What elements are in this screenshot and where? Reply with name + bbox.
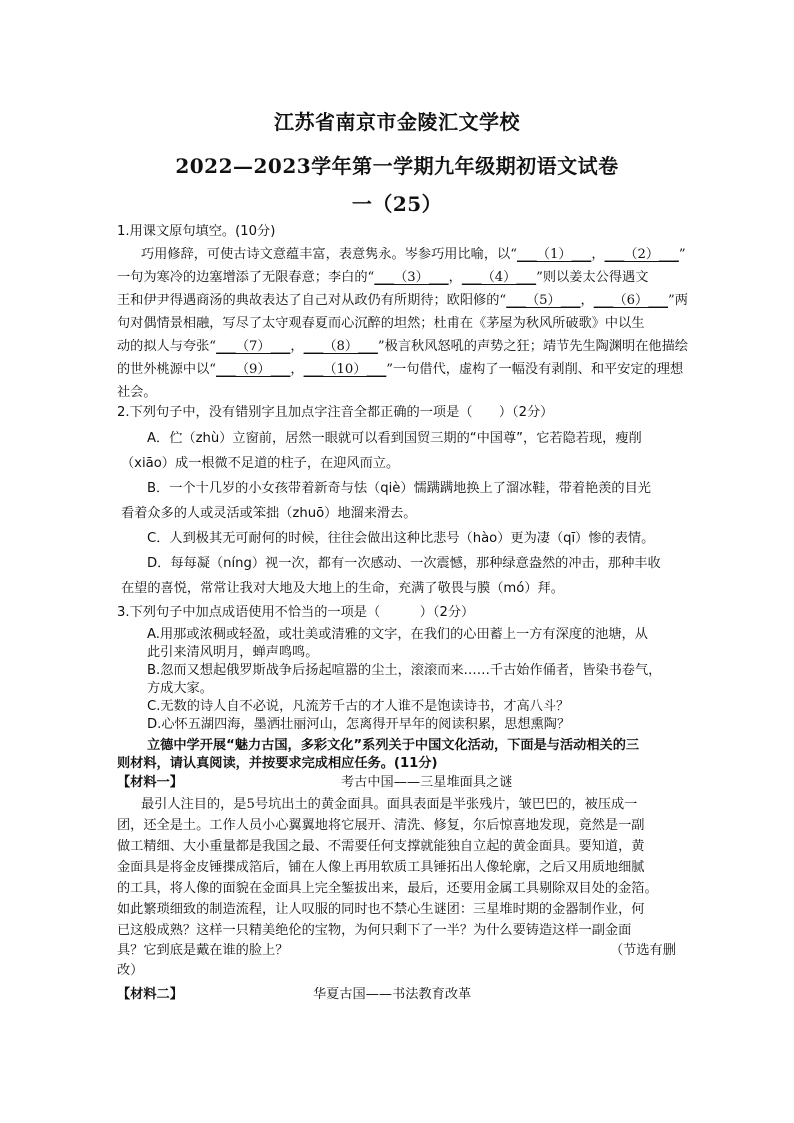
q3-heading: 3.下列句子中加点成语使用不恰当的一项是（ ）（2分） [117, 605, 475, 620]
q1-text-segment: ”则以姜太公得遇文 [536, 270, 649, 285]
q3-option-line: A.用那或浓稠或轻盈，或壮美或清雅的文字，在我们的心田蓄上一方有深度的池塘，从 [147, 627, 648, 642]
q1-line [117, 315, 645, 333]
answer-blank[interactable]: ___（6）___ [593, 293, 669, 308]
q1-text-segment: ”两 [668, 293, 688, 308]
q1-line [117, 384, 157, 402]
material-1-title: 考古中国——三星堆面具之谜 [341, 775, 513, 790]
material-1-line: 团，还全是土。工作人员小心翼翼地将它展开、清洗、修复，尔后惊喜地发现，竟然是一副 [117, 818, 645, 833]
q2-option-line: 看着众多的人或灵活或笨拙（zhuō）地溜来滑去。 [121, 506, 417, 521]
q1-heading: 1.用课文原句填空。(10分) [117, 224, 276, 239]
q3-option-line: B.忽而又想起俄罗斯战争后扬起喧嚣的尘土，滚滚而来……千古始作俑者，皆染书卷气， [147, 663, 662, 678]
q2-heading: 2.下列句子中，没有错别字且加点字注音全都正确的一项是（ ）（2分） [117, 405, 554, 420]
answer-blank[interactable]: ___（7）___ [216, 339, 291, 354]
material-1-note: （节选有删 [610, 943, 676, 958]
answer-blank[interactable]: ___（9）___ [216, 362, 291, 377]
q1-text-segment: ” [678, 247, 686, 262]
material-1-note-cont: 改） [117, 963, 144, 978]
answer-blank[interactable]: ___（1）___ [517, 247, 592, 262]
q1-text-segment: ， [290, 339, 304, 354]
q1-text-segment: 动的拟人与夸张“ [117, 339, 217, 354]
material-1-line: 具？它到底是戴在谁的脸上？ [117, 943, 289, 958]
q1-line [117, 269, 648, 287]
q1-text-segment: ， [580, 293, 594, 308]
q2-option-line: A．伫（zhù）立窗前，居然一眼就可以看到国贸三期的“中国尊”，它若隐若现，瘦削 [147, 431, 642, 446]
school-title: 江苏省南京市金陵汇文学校 [274, 110, 520, 134]
answer-blank[interactable]: ___（10）___ [303, 362, 387, 377]
material-2-label: 【材料二】 [117, 987, 183, 1002]
q1-text-segment: ， [290, 362, 304, 377]
answer-blank[interactable]: ___（5）___ [506, 293, 581, 308]
material-2-title: 华夏古国——书法教育改革 [313, 987, 472, 1002]
q2-option-line: （xiāo）成一根微不足道的柱子，在迎风而立。 [121, 456, 400, 471]
q1-text-segment: 社会。 [117, 385, 157, 400]
material-1-line: 已这般成熟？这样一只精美绝伦的宝物，为何只剩下了一半？为什么要铸造这样一副金面 [117, 923, 632, 938]
q1-text-segment: 王和伊尹得遇商汤的典故表达了自己对从政仍有所期待；欧阳修的“ [117, 293, 507, 308]
answer-blank[interactable]: ___（2）___ [604, 247, 679, 262]
answer-blank[interactable]: ___（4）___ [461, 270, 537, 285]
q3-option-line: 此引来清风明月，蝉声鸣鸣。 [147, 645, 319, 660]
q1-line [141, 246, 686, 264]
q1-text-segment: 巧用修辞，可使古诗文意蕴丰富，表意隽永。岑参巧用比喻，以“ [141, 247, 517, 262]
material-1-line: 最引人注目的，是5号坑出土的黄金面具。面具表面是半张残片，皱巴巴的，被压成一 [141, 797, 638, 812]
answer-blank[interactable]: ___（8）___ [303, 339, 378, 354]
q1-text-segment: 一句为寒冷的边塞增添了无限春意；李白的“ [117, 270, 375, 285]
q3-option-line: D.心怀五湖四海，墨洒壮丽河山，怎离得开早年的阅读积累，思想熏陶？ [147, 717, 571, 732]
q3-option-line: 方成大家。 [147, 681, 213, 696]
q1-text-segment: 句对偶情景相融，写尽了太守观春夏而心沉醉的坦然；杜甫在《茅屋为秋风所破歌》中以生 [117, 316, 645, 331]
q1-text-segment: ， [448, 270, 462, 285]
q3-option-line: C.无数的诗人自不必说，凡流芳千古的才人谁不是饱读诗书，才高八斗？ [147, 699, 570, 714]
material-1-label: 【材料一】 [117, 775, 183, 790]
q2-option-line: C．人到极其无可耐何的时候，往往会做出这种比悲号（hào）更为凄（qī）惨的表情。 [147, 531, 655, 546]
material-1-line: 的工具，将人像的面貌在金面具上完全錾拔出来，最后，还要用金属工具剔除双目处的金箔。 [117, 881, 658, 896]
q1-text-segment: ”极言秋风怒吼的声势之狂；靖节先生陶渊明在他描绘 [377, 339, 688, 354]
q2-option-line: 在望的喜悦，常常让我对大地及大地上的生命，充满了敬畏与膜（mó）拜。 [121, 581, 564, 596]
q1-line [117, 338, 688, 356]
material-1-line: 如此繁琐细致的制造流程，让人叹服的同时也不禁心生谜团：三星堆时期的金器制作业，何 [117, 902, 645, 917]
q2-option-line: D．每每凝（níng）视一次，都有一次感动、一次震憾，那种绿意盎然的冲击，那种丰收 [147, 556, 661, 571]
q2-option-line: B．一个十几岁的小女孩带着新奇与怯（qiè）懦蹒蹒地换上了溜冰鞋，带着艳羡的目光 [147, 481, 651, 496]
exam-title: 2022—2023学年第一学期九年级期初语文试卷 [175, 154, 619, 178]
q1-text-segment: 的世外桃源中以“ [117, 362, 217, 377]
answer-blank[interactable]: ___（3）___ [374, 270, 449, 285]
material-1-line: 金面具是将金皮锤揲成箔后，铺在人像上再用软质工具锤拓出人像轮廓，之后又用质地细腻 [117, 860, 645, 875]
intro-line: 立德中学开展“魅力古国，多彩文化”系列关于中国文化活动，下面是与活动相关的三 [147, 738, 640, 753]
q1-line [117, 292, 688, 310]
exam-code: 一（25） [351, 192, 443, 216]
material-1-line: 做工精细、大小重量都是我国之最、不需要任何支撑就能独自立起的黄金面具。要知道，黄 [117, 839, 645, 854]
q1-text-segment: ”一句借代，虚构了一幅没有剥削、和平安定的理想 [386, 362, 684, 377]
q1-text-segment: ， [591, 247, 605, 262]
intro-line: 则材料，请认真阅读，并按要求完成相应任务。(11分) [117, 756, 438, 771]
q1-line [117, 361, 683, 379]
